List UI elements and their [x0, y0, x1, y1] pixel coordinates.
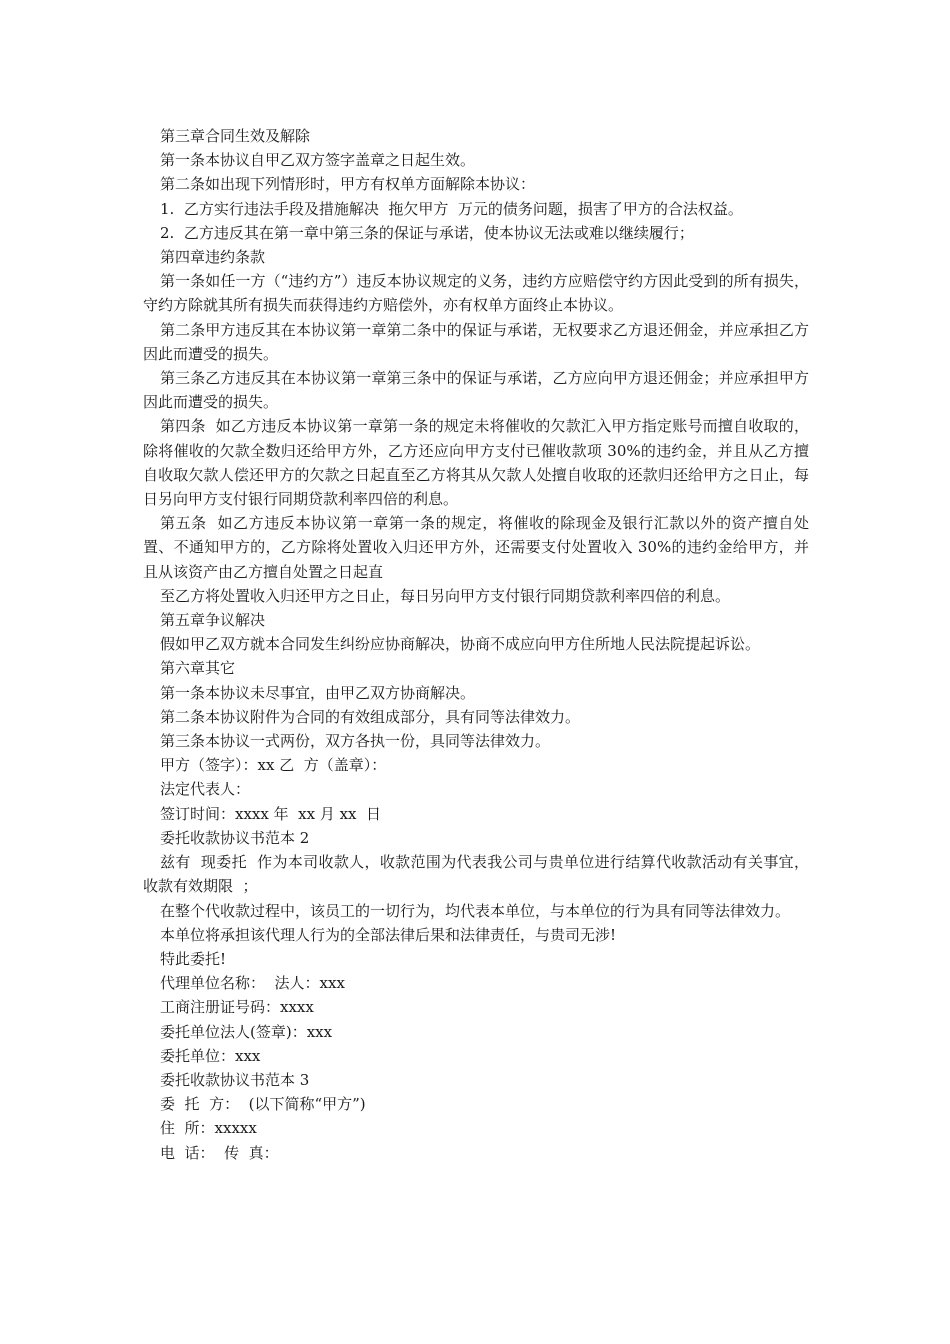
paragraph: 至乙方将处置收入归还甲方之日止，每日另向甲方支付银行同期贷款利率四倍的利息。: [160, 586, 731, 605]
chapter-heading: 第五章争议解决: [160, 611, 266, 630]
paragraph: 第二条本协议附件为合同的有效组成部分，具有同等法律效力。: [160, 707, 581, 726]
paragraph: 第二条如出现下列情形时，甲方有权单方面解除本协议：: [160, 175, 536, 194]
paragraph: 兹有 现委托 作为本司收款人，收款范围为代表我公司与贵单位进行结算代收款活动有关事宜，收款有效期限 ；: [143, 853, 809, 896]
section-title: 委托收款协议书范本 2: [160, 828, 310, 847]
form-field: 委托单位法人(签章)：xxx: [160, 1022, 333, 1041]
form-field: 住 所：xxxxx: [160, 1119, 257, 1138]
chapter-heading: 第四章违约条款: [160, 248, 266, 267]
form-field: 电 话： 传 真：: [160, 1143, 279, 1162]
paragraph: 第一条本协议未尽事宜，由甲乙双方协商解决。: [160, 683, 476, 702]
paragraph: 特此委托!: [160, 949, 227, 968]
list-item: 2. 乙方违反其在第一章中第三条的保证与承诺，使本协议无法或难以继续履行；: [160, 223, 694, 242]
paragraph: 第一条如任一方（“违约方”）违反本协议规定的义务，违约方应赔偿守约方因此受到的所有损失，守约方除就其所有损失而获得违约方赔偿外，亦有权单方面终止本协议。: [143, 272, 809, 315]
paragraph: 本单位将承担该代理人行为的全部法律后果和法律责任，与贵司无涉!: [160, 925, 617, 944]
chapter-heading: 第三章合同生效及解除: [160, 127, 311, 145]
form-field: 工商注册证号码：xxxx: [160, 998, 314, 1017]
paragraph: 假如甲乙双方就本合同发生纠纷应协商解决，协商不成应向甲方住所地人民法院提起诉讼。: [160, 635, 761, 654]
paragraph: 第四条 如乙方违反本协议第一章第一条的规定未将催收的欠款汇入甲方指定账号而擅自收取的，除将催收的欠款全数归还给甲方外，乙方还应向甲方支付已催收款项 30%的违约金，并且从乙方擅自收取欠款人偿还甲方的欠款之日起直至乙方将其从欠款人处擅自收取的还款归还给甲方之日止，每日另向甲方支付银行同期贷款利率四倍的利息。: [143, 417, 809, 509]
form-field: 委托单位：xxx: [160, 1046, 261, 1065]
chapter-heading: 第六章其它: [160, 659, 236, 678]
signature-line: 法定代表人：: [160, 780, 251, 799]
document-body: [143, 124, 809, 1165]
list-item: 1. 乙方实行违法手段及措施解决 拖欠甲方 万元的债务问题，损害了甲方的合法权益。: [160, 199, 743, 218]
paragraph: 第三条乙方违反其在本协议第一章第三条中的保证与承诺，乙方应向甲方退还佣金；并应承担甲方因此而遭受的损失。: [143, 369, 809, 412]
signature-line: 甲方（签字）：xx 乙 方（盖章）：: [160, 756, 387, 775]
form-field: 代理单位名称： 法人：xxx: [160, 974, 345, 993]
paragraph: 在整个代收款过程中，该员工的一切行为，均代表本单位，与本单位的行为具有同等法律效力。: [160, 901, 791, 920]
paragraph: 第三条本协议一式两份，双方各执一份，具同等法律效力。: [160, 732, 551, 751]
date-line: 签订时间：xxxx 年 xx 月 xx 日: [160, 804, 382, 823]
form-field: 委 托 方： (以下简称“甲方”): [160, 1095, 366, 1114]
section-title: 委托收款协议书范本 3: [160, 1070, 310, 1089]
paragraph: 第五条 如乙方违反本协议第一章第一条的规定，将催收的除现金及银行汇款以外的资产擅自处置、不通知甲方的，乙方除将处置收入归还甲方外，还需要支付处置收入 30%的违约金给甲方，并且从该资产由乙方擅自处置之日起直: [143, 514, 809, 581]
paragraph: 第一条本协议自甲乙双方签字盖章之日起生效。: [160, 151, 476, 170]
paragraph: 第二条甲方违反其在本协议第一章第二条中的保证与承诺，无权要求乙方退还佣金，并应承担乙方因此而遭受的损失。: [143, 320, 809, 363]
